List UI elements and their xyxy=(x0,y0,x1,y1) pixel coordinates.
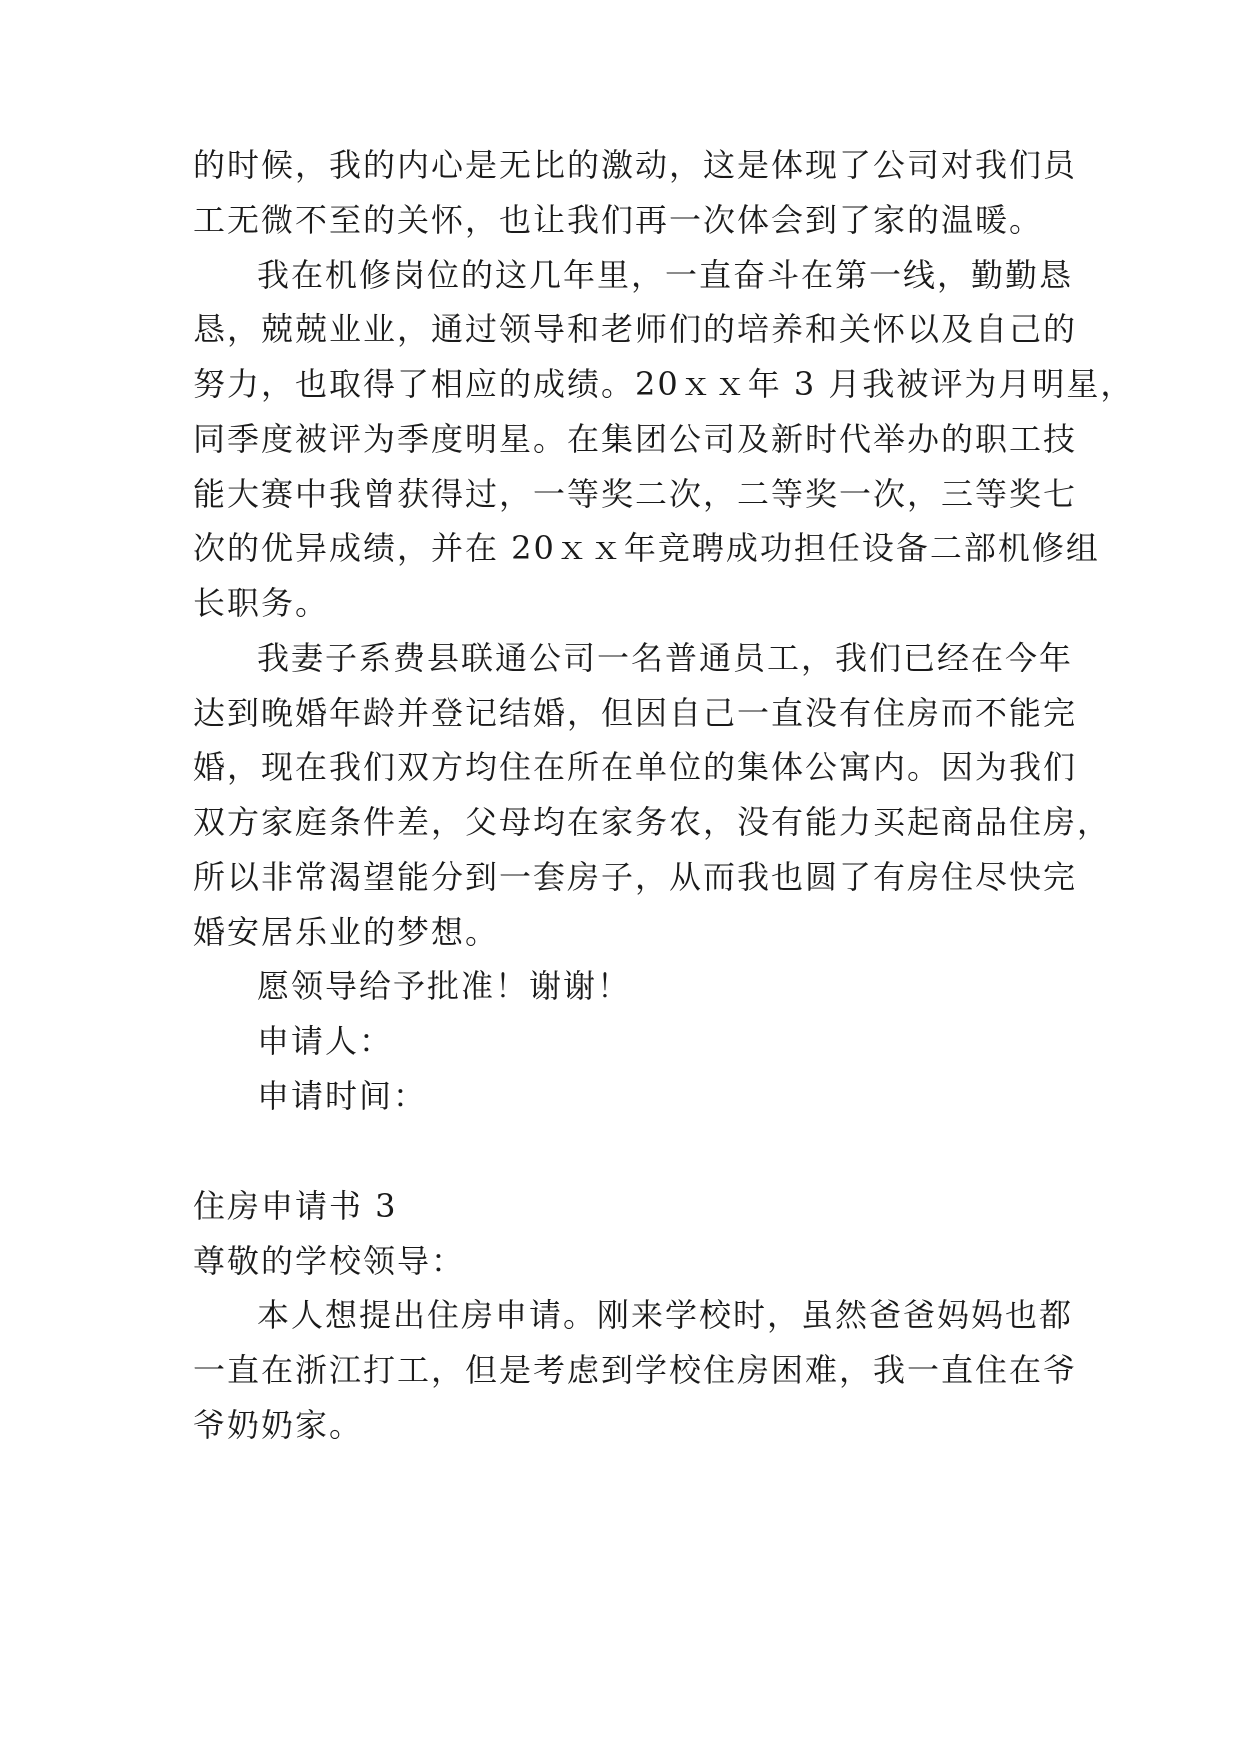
closing-line: 愿领导给予批准！谢谢！ xyxy=(257,967,632,1005)
paragraph-line: 能大赛中我曾获得过，一等奖二次，二等奖一次，三等奖七 xyxy=(193,475,1078,513)
salutation: 尊敬的学校领导： xyxy=(193,1242,466,1280)
document-page xyxy=(193,0,1135,1754)
application-date-label: 申请时间： xyxy=(257,1077,428,1115)
paragraph-line: 次的优异成绩，并在 20ｘｘ年竞聘成功担任设备二部机修组 xyxy=(193,529,1100,567)
paragraph-line: 婚，现在我们双方均住在所在单位的集体公寓内。因为我们 xyxy=(193,748,1078,786)
paragraph-line: 爷奶奶家。 xyxy=(193,1406,364,1444)
paragraph-line: 工无微不至的关怀，也让我们再一次体会到了家的温暖。 xyxy=(193,201,1044,239)
paragraph-line: 所以非常渴望能分到一套房子，从而我也圆了有房住尽快完 xyxy=(193,858,1078,896)
paragraph-line: 一直在浙江打工，但是考虑到学校住房困难，我一直住在爷 xyxy=(193,1351,1078,1389)
paragraph-line: 同季度被评为季度明星。在集团公司及新时代举办的职工技 xyxy=(193,420,1078,458)
section-title: 住房申请书 3 xyxy=(193,1187,398,1225)
paragraph-line: 我在机修岗位的这几年里，一直奋斗在第一线，勤勤恳 xyxy=(257,256,1074,294)
paragraph-line: 我妻子系费县联通公司一名普通员工，我们已经在今年 xyxy=(257,639,1074,677)
applicant-label: 申请人： xyxy=(257,1022,394,1060)
paragraph-line: 双方家庭条件差，父母均在家务农，没有能力买起商品住房， xyxy=(193,803,1112,841)
paragraph-line: 婚安居乐业的梦想。 xyxy=(193,913,500,951)
paragraph-line: 长职务。 xyxy=(193,584,330,622)
paragraph-line: 本人想提出住房申请。刚来学校时，虽然爸爸妈妈也都 xyxy=(257,1296,1074,1334)
paragraph-line: 恳，兢兢业业，通过领导和老师们的培养和关怀以及自己的 xyxy=(193,310,1078,348)
paragraph-line: 达到晚婚年龄并登记结婚，但因自己一直没有住房而不能完 xyxy=(193,694,1078,732)
paragraph-line: 的时候，我的内心是无比的激动，这是体现了公司对我们员 xyxy=(193,146,1078,184)
paragraph-line: 努力，也取得了相应的成绩。20ｘｘ年 3 月我被评为月明星， xyxy=(193,365,1135,403)
